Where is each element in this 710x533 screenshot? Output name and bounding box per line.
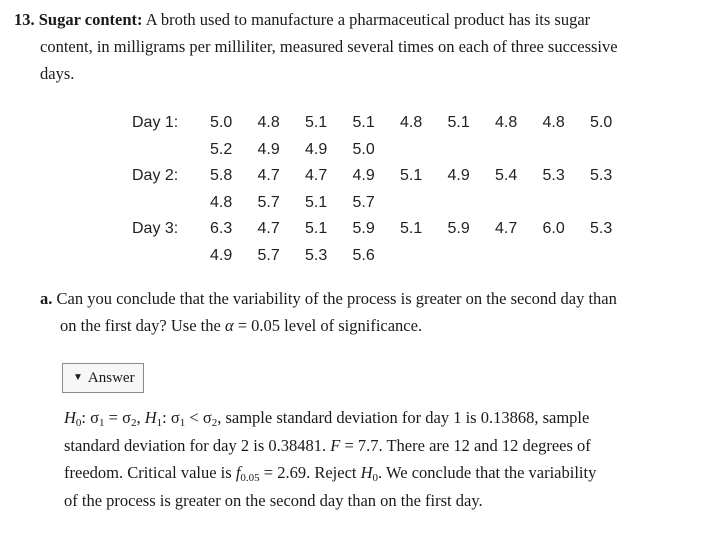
table-row <box>132 243 638 270</box>
h0-expr: : σ <box>81 408 100 427</box>
table-cell: 5.1 <box>400 167 423 185</box>
critical-f-symbol: f <box>235 463 241 482</box>
h1-lt: < σ <box>185 408 212 427</box>
day-label <box>132 243 210 270</box>
answer-text-5: = 2.69. Reject <box>259 463 361 482</box>
day-label: Day 1: <box>132 114 179 132</box>
day-label <box>132 190 210 217</box>
table-cell: 5.7 <box>352 193 375 211</box>
table-cell: 4.9 <box>305 140 328 158</box>
f-statistic-symbol: F <box>330 435 341 455</box>
sigma2-subscript: 2 <box>130 417 137 429</box>
h0-eq: = σ <box>104 408 131 427</box>
table-cell: 5.3 <box>590 220 613 238</box>
table-cell: 4.7 <box>257 167 280 185</box>
problem-number: 13. <box>14 10 35 29</box>
h1-subscript: 1 <box>156 417 163 429</box>
table-row <box>132 137 638 164</box>
h1-expr: : σ <box>162 408 180 427</box>
answer-toggle-button[interactable] <box>62 363 144 393</box>
part-a-question-3: = 0.05 level of significance. <box>233 316 423 335</box>
table-cell: 5.0 <box>210 114 233 132</box>
table-cell: 4.7 <box>257 220 280 238</box>
table-cell: 4.8 <box>542 114 565 132</box>
table-cell: 5.0 <box>590 114 613 132</box>
table-cell: 5.3 <box>305 246 328 264</box>
day-label: Day 3: <box>132 220 179 238</box>
table-cell: 5.6 <box>352 246 375 264</box>
table-cell: 4.9 <box>447 167 470 185</box>
answer-text-1: , sample standard deviation for day 1 is 0.13868, sample <box>217 408 590 427</box>
problem-text-3: days. <box>40 64 75 83</box>
table-cell: 4.9 <box>210 246 233 264</box>
day-label: Day 2: <box>132 167 179 185</box>
table-cell: 5.4 <box>495 167 518 185</box>
table-cell: 5.3 <box>590 167 613 185</box>
table-cell: 4.9 <box>352 167 375 185</box>
table-cell: 5.7 <box>257 246 280 264</box>
answer-text-2: standard deviation for day 2 is 0.38481. <box>64 435 331 455</box>
table-cell: 4.7 <box>495 220 518 238</box>
answer-body <box>64 404 704 514</box>
table-cell: 5.1 <box>447 114 470 132</box>
comma: , <box>136 408 145 427</box>
table-row <box>132 190 638 217</box>
table-row <box>132 163 638 190</box>
table-cell: 4.8 <box>495 114 518 132</box>
h1-symbol: H <box>144 408 157 427</box>
table-cell: 5.1 <box>305 220 328 238</box>
table-cell: 6.0 <box>542 220 565 238</box>
answer-text-3: = 7.7. There are 12 and 12 degrees of <box>340 435 591 455</box>
day-label <box>132 137 210 164</box>
h0-symbol: H <box>64 408 76 427</box>
table-cell: 5.2 <box>210 140 233 158</box>
problem-text-2: content, in milligrams per milliliter, measured several times on each of three successive <box>40 37 618 56</box>
table-cell: 5.1 <box>400 220 423 238</box>
table-row <box>132 110 638 137</box>
table-cell: 5.8 <box>210 167 233 185</box>
part-a-line-2 <box>40 312 705 339</box>
reject-h-symbol: H <box>360 463 373 482</box>
table-cell: 5.7 <box>257 193 280 211</box>
part-a <box>40 285 705 339</box>
table-cell: 5.1 <box>305 193 328 211</box>
answer-line-3 <box>64 459 704 487</box>
answer-text-6: . We conclude that the variability <box>378 463 597 482</box>
critical-f-subscript: 0.05 <box>240 472 260 484</box>
answer-text-4: freedom. Critical value is <box>64 463 236 482</box>
answer-line-1 <box>64 404 704 432</box>
alpha-symbol: α <box>224 316 234 335</box>
h1-sigma1-subscript: 1 <box>179 417 186 429</box>
table-cell: 5.1 <box>352 114 375 132</box>
data-table <box>132 110 638 269</box>
problem-text-1: A broth used to manufacture a pharmaceutical product has its sugar <box>142 10 591 29</box>
table-cell: 6.3 <box>210 220 233 238</box>
h0-subscript: 0 <box>75 417 82 429</box>
problem-title: Sugar content: <box>38 10 143 29</box>
part-a-question-1: Can you conclude that the variability of the process is greater on the second day than <box>56 289 617 308</box>
problem-statement <box>14 6 704 87</box>
table-cell: 5.0 <box>352 140 375 158</box>
table-cell: 4.9 <box>257 140 280 158</box>
answer-toggle-label: Answer <box>87 370 135 386</box>
table-cell: 4.7 <box>305 167 328 185</box>
triangle-down-icon: ▼ <box>73 372 83 383</box>
reject-h-subscript: 0 <box>372 472 379 484</box>
answer-line-4: of the process is greater on the second day than on the first day. <box>64 490 483 510</box>
part-a-line-1 <box>40 285 705 312</box>
part-a-question-2: on the first day? Use the <box>60 316 225 335</box>
problem-line-1 <box>14 6 704 33</box>
table-row <box>132 216 638 243</box>
table-cell: 5.9 <box>352 220 375 238</box>
table-cell: 5.9 <box>447 220 470 238</box>
table-cell: 4.8 <box>400 114 423 132</box>
table-cell: 5.3 <box>542 167 565 185</box>
h1-sigma2-subscript: 2 <box>211 417 218 429</box>
answer-line-2 <box>64 432 704 460</box>
part-a-marker: a. <box>40 289 53 308</box>
table-cell: 4.8 <box>210 193 233 211</box>
table-cell: 5.1 <box>305 114 328 132</box>
table-cell: 4.8 <box>257 114 280 132</box>
sigma1-subscript: 1 <box>99 417 105 429</box>
